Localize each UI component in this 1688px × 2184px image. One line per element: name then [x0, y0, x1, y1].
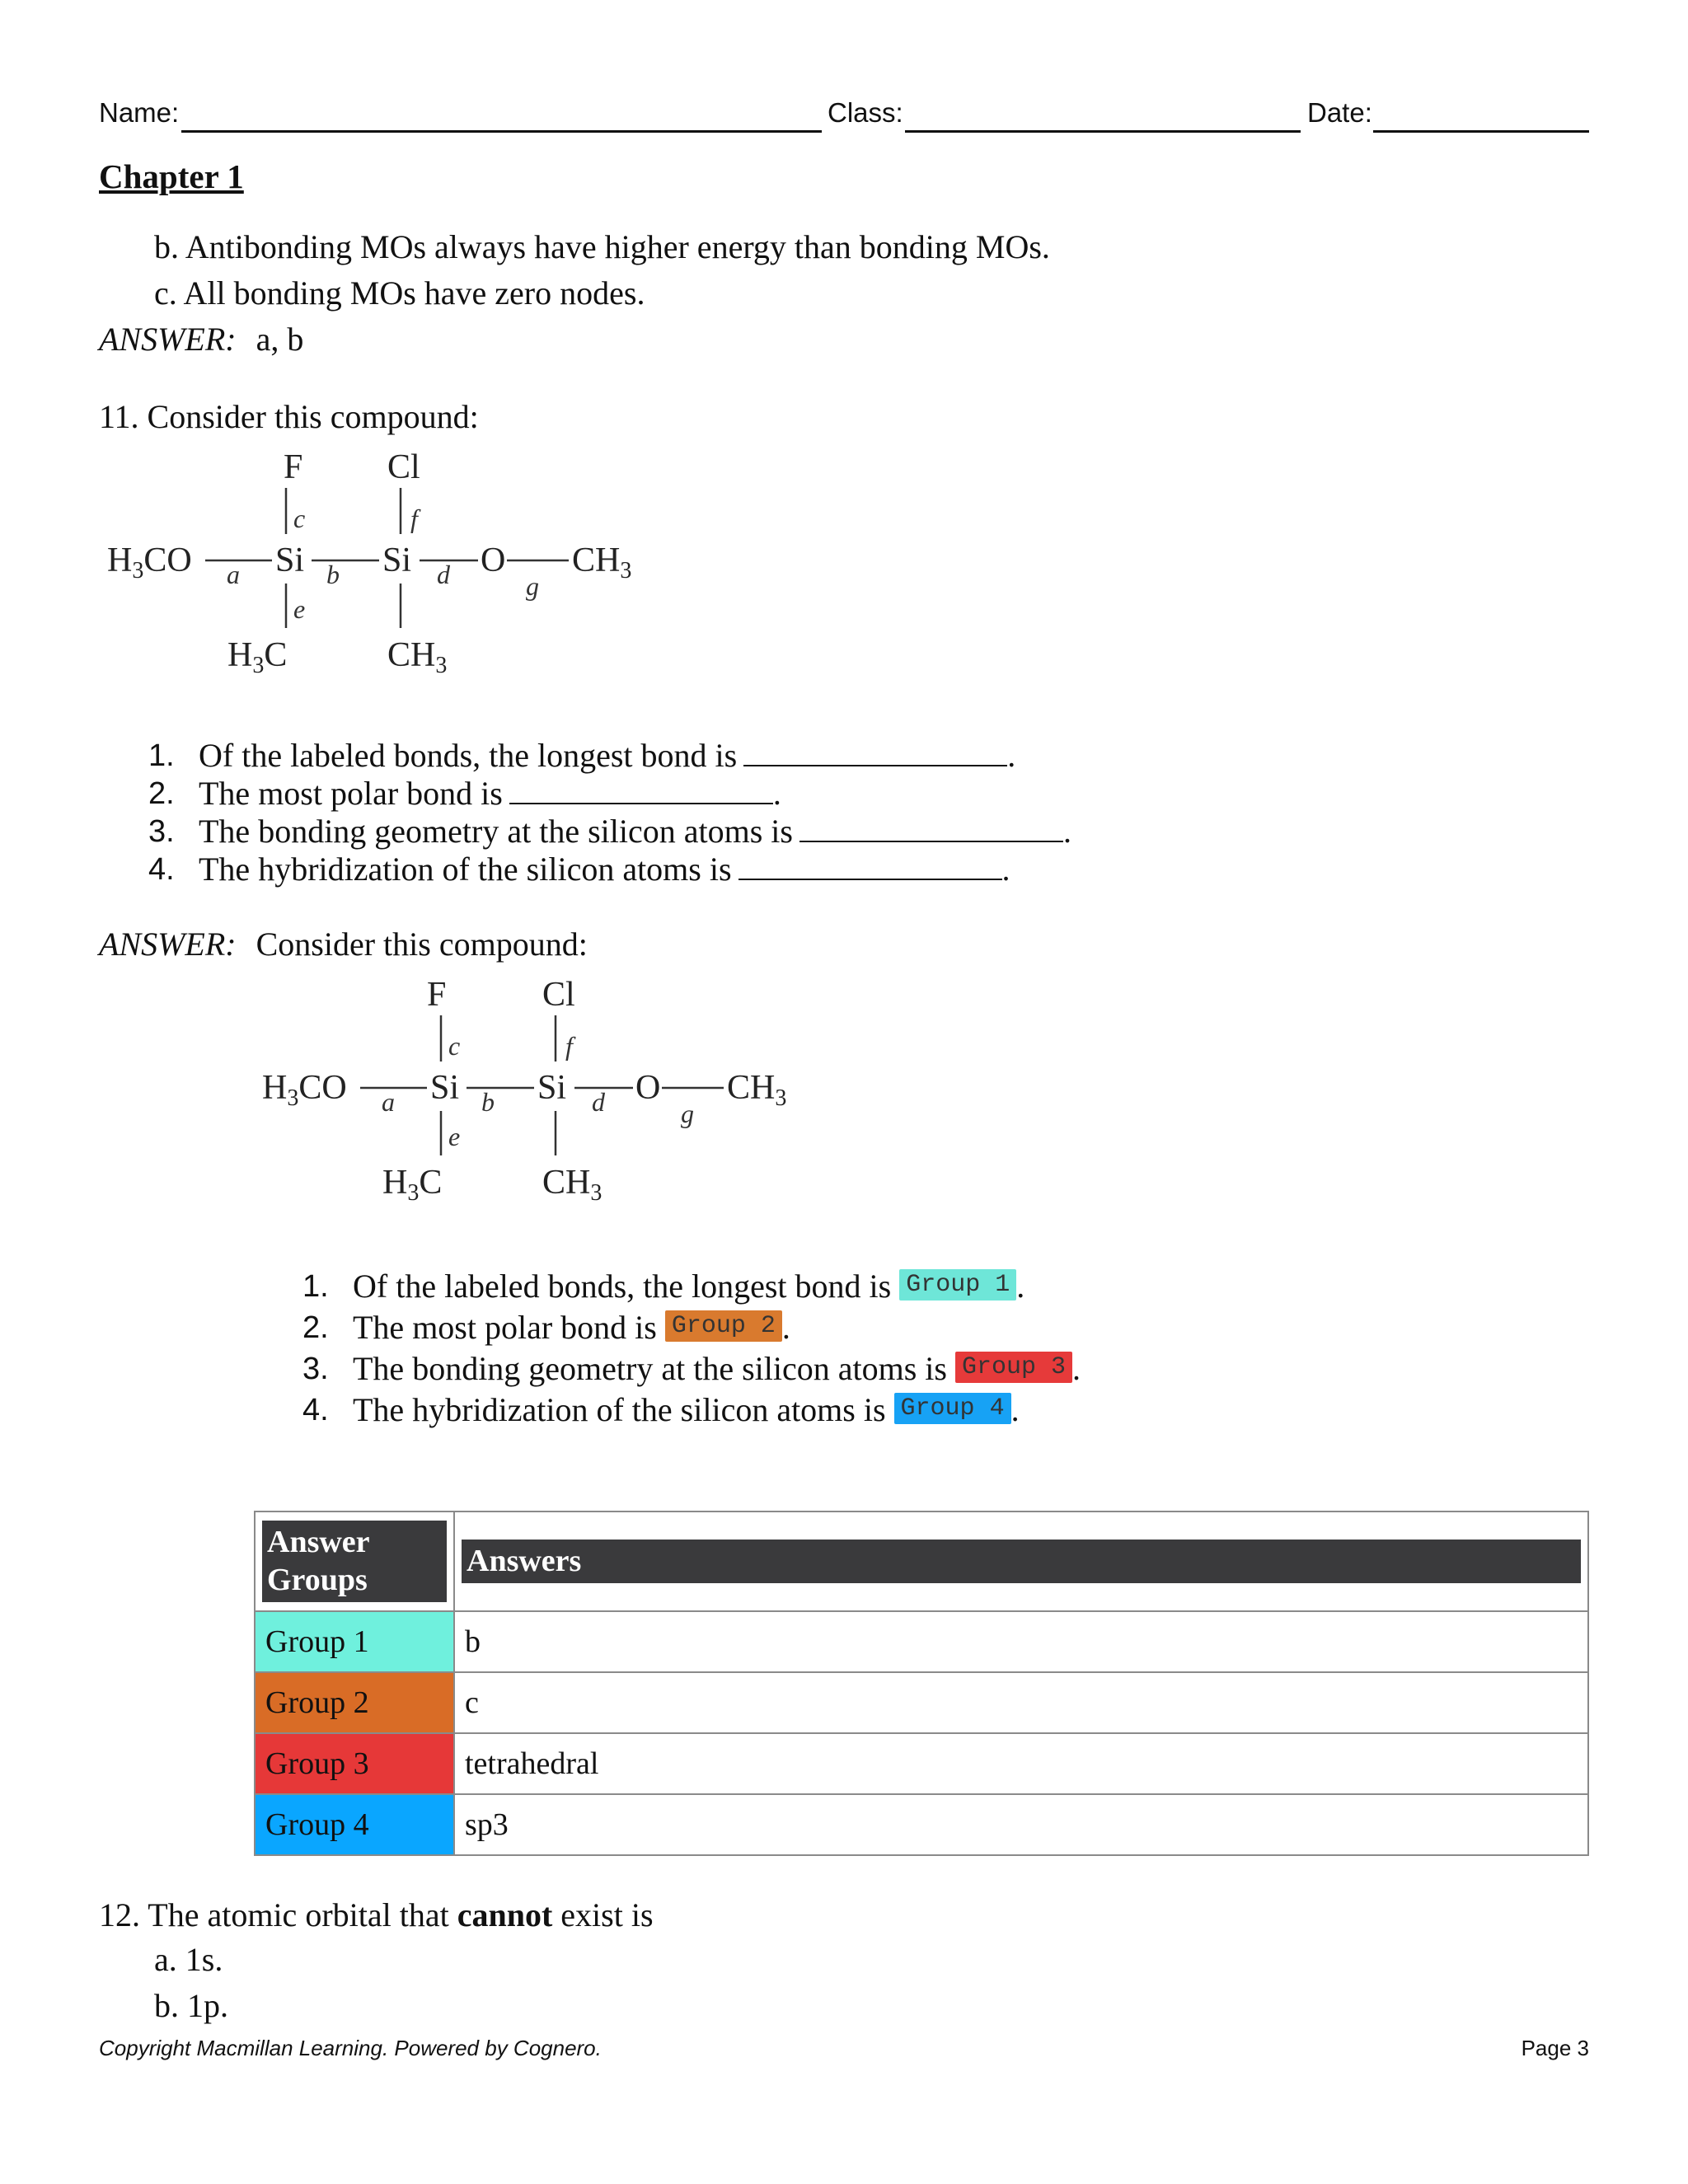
answer-groups-table	[254, 1511, 1589, 1856]
group-1-chip[interactable]: Group 1	[899, 1269, 1016, 1301]
item-1: Of the labeled bonds, the longest bond is .	[199, 737, 1016, 774]
ans-item-1-number: 1.	[302, 1269, 329, 1304]
class-label: Class:	[828, 97, 903, 128]
ans-item-2-text: The most polar bond is	[353, 1309, 657, 1346]
group-ch3-right: CH3	[572, 541, 632, 583]
item-3-text: The bonding geometry at the silicon atoms is	[199, 813, 793, 850]
bond-label-b: b	[481, 1087, 495, 1117]
atom-cl: Cl	[387, 448, 420, 486]
group-h3co: H3CO	[262, 1069, 347, 1111]
ans-item-2: The most polar bond is Group 2 .	[353, 1309, 790, 1346]
q11-answer-row	[99, 928, 588, 961]
q12-stem-post: exist is	[552, 1896, 654, 1933]
ans-item-2-number: 2.	[302, 1310, 329, 1345]
atom-o: O	[481, 541, 506, 579]
compound-structure-answer	[262, 972, 806, 1212]
bond-label-e: e	[448, 1122, 461, 1151]
bond-label-f: f	[565, 1031, 573, 1061]
group-4-chip[interactable]: Group 4	[894, 1393, 1011, 1424]
group-ch3-bottom: CH3	[542, 1164, 603, 1206]
atom-si-1: Si	[275, 541, 305, 579]
date-label: Date:	[1307, 97, 1372, 128]
item-3-number: 3.	[148, 814, 175, 849]
ans-item-4: The hybridization of the silicon atoms is Group 4 .	[353, 1391, 1020, 1428]
name-label: Name:	[99, 97, 180, 128]
item-4-text: The hybridization of the silicon atoms is	[199, 851, 732, 888]
bond-label-a: a	[382, 1087, 395, 1117]
group-name: Group 1	[265, 1624, 369, 1660]
bond-label-c: c	[293, 504, 306, 533]
bond-label-d: d	[437, 560, 450, 589]
option-c: c. All bonding MOs have zero nodes.	[154, 274, 645, 312]
answer-value: b	[465, 1624, 481, 1660]
bond-label-d: d	[592, 1087, 605, 1117]
item-2-number: 2.	[148, 776, 175, 811]
answer-value: a, b	[256, 321, 304, 358]
item-2-blank[interactable]	[509, 778, 773, 804]
compound-structure	[107, 445, 651, 684]
bond-label-e: e	[293, 594, 306, 624]
atom-si-2: Si	[537, 1069, 567, 1107]
table-header-row	[255, 1511, 1588, 1611]
header-cell-answers	[454, 1511, 1588, 1611]
q12-option-a: a. 1s.	[154, 1941, 223, 1978]
group-cell	[255, 1794, 454, 1855]
col-header-answers: Answers	[462, 1540, 1581, 1584]
group-h3c: H3C	[227, 636, 288, 678]
bond-label-a: a	[227, 560, 240, 589]
answer-label: ANSWER:	[99, 321, 237, 358]
item-2-text: The most polar bond is	[199, 775, 503, 812]
item-4: The hybridization of the silicon atoms is .	[199, 851, 1010, 888]
ans-item-3-number: 3.	[302, 1352, 329, 1386]
col-header-groups: Answer Groups	[262, 1521, 447, 1602]
item-3-blank[interactable]	[799, 816, 1063, 842]
group-ch3-right: CH3	[727, 1069, 787, 1111]
bond-label-c: c	[448, 1031, 461, 1061]
answer-value: sp3	[465, 1807, 509, 1843]
table-row	[255, 1794, 1588, 1855]
atom-si-1: Si	[430, 1069, 460, 1107]
footer-copyright: Copyright Macmillan Learning. Powered by Cognero.	[99, 2036, 602, 2060]
group-name: Group 4	[265, 1807, 369, 1843]
item-4-blank[interactable]	[738, 854, 1002, 880]
ans-item-3-text: The bonding geometry at the silicon atoms is	[353, 1350, 947, 1387]
question-12-stem	[99, 1896, 654, 1933]
atom-f: F	[427, 976, 447, 1014]
header-row	[99, 97, 1589, 137]
group-ch3-bottom: CH3	[387, 636, 448, 678]
item-4-number: 4.	[148, 852, 175, 887]
bond-label-g: g	[681, 1099, 694, 1128]
atom-f: F	[284, 448, 303, 486]
table-row	[255, 1611, 1588, 1672]
group-cell	[255, 1611, 454, 1672]
q11-answer-stem: Consider this compound:	[256, 926, 588, 963]
atom-si-2: Si	[382, 541, 412, 579]
ans-item-1-text: Of the labeled bonds, the longest bond is	[353, 1268, 892, 1305]
ans-item-4-number: 4.	[302, 1393, 329, 1427]
item-1-number: 1.	[148, 738, 175, 773]
name-field-line[interactable]	[181, 130, 822, 133]
ans-item-4-text: The hybridization of the silicon atoms is	[353, 1391, 886, 1428]
table-row	[255, 1672, 1588, 1733]
class-field-line[interactable]	[905, 130, 1301, 133]
item-3: The bonding geometry at the silicon atoms is .	[199, 813, 1071, 850]
answer-value: tetrahedral	[465, 1746, 599, 1782]
chapter-title: Chapter 1	[99, 157, 244, 195]
question-11-stem: 11. Consider this compound:	[99, 398, 479, 435]
group-name: Group 2	[265, 1685, 369, 1721]
table-row	[255, 1733, 1588, 1794]
q12-stem-pre: 12. The atomic orbital that	[99, 1896, 457, 1933]
group-2-chip[interactable]: Group 2	[665, 1310, 782, 1342]
q12-stem-bold: cannot	[457, 1896, 553, 1933]
bond-label-g: g	[526, 571, 539, 601]
answer-cell	[454, 1794, 1588, 1855]
group-3-chip[interactable]: Group 3	[955, 1352, 1072, 1383]
answer-row	[99, 323, 303, 356]
ans-item-1: Of the labeled bonds, the longest bond is Group 1 .	[353, 1268, 1025, 1305]
answer-value: c	[465, 1685, 479, 1721]
answer-cell	[454, 1611, 1588, 1672]
footer-page-number: Page 3	[1521, 2036, 1589, 2060]
item-1-blank[interactable]	[743, 740, 1007, 766]
answer-cell	[454, 1672, 1588, 1733]
q12-option-b: b. 1p.	[154, 1987, 228, 2024]
atom-cl: Cl	[542, 976, 575, 1014]
q11-answer-label: ANSWER:	[99, 926, 237, 963]
atom-o: O	[635, 1069, 661, 1107]
group-h3co: H3CO	[107, 541, 192, 583]
header-cell-groups	[255, 1511, 454, 1611]
group-cell	[255, 1733, 454, 1794]
ans-item-3: The bonding geometry at the silicon atoms is Group 3 .	[353, 1350, 1081, 1387]
date-field-line[interactable]	[1373, 130, 1589, 133]
item-2: The most polar bond is .	[199, 775, 781, 812]
answer-cell	[454, 1733, 1588, 1794]
bond-label-f: f	[410, 504, 418, 533]
option-b: b. Antibonding MOs always have higher energy than bonding MOs.	[154, 228, 1050, 265]
group-h3c: H3C	[382, 1164, 443, 1206]
group-name: Group 3	[265, 1746, 369, 1782]
item-1-text: Of the labeled bonds, the longest bond is	[199, 737, 738, 774]
group-cell	[255, 1672, 454, 1733]
bond-label-b: b	[326, 560, 340, 589]
